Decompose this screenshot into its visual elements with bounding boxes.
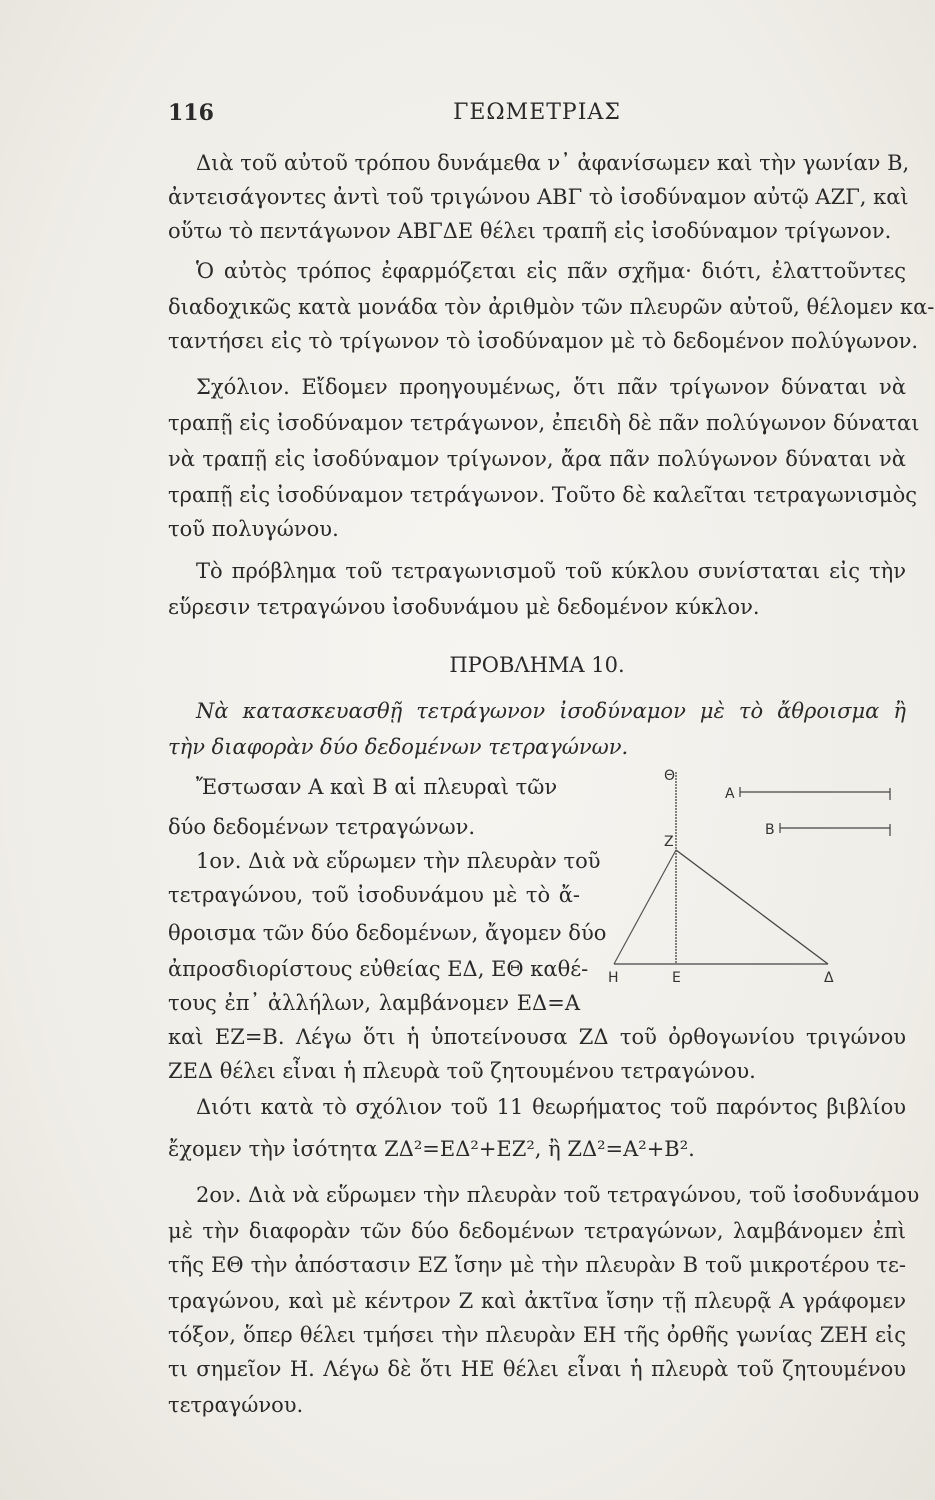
text-line: Διὰ τοῦ αὐτοῦ τρόπου δυνάμεθα ν᾿ ἀφανίσωμεν καὶ τὴν γωνίαν Β, (196, 151, 910, 175)
text-line: τόξον, ὅπερ θέλει τμήσει τὴν πλευρὰν ΕΗ τῆς ὀρθῆς γωνίας ΖΕΗ εἰς (168, 1323, 906, 1347)
text-line: ἀντεισάγοντες ἀντὶ τοῦ τριγώνου ΑΒΓ τὸ ἰσοδύναμον αὐτῷ ΑΖΓ, καὶ (168, 185, 909, 209)
label-z: Ζ (664, 834, 674, 850)
text-line: Τὸ πρόβλημα τοῦ τετραγωνισμοῦ τοῦ κύκλου συνίσταται εἰς τὴν (196, 559, 906, 583)
page-number: 116 (168, 100, 214, 126)
label-h: Η (608, 970, 619, 986)
text-line: ΖΕΔ θέλει εἶναι ἡ πλευρὰ τοῦ ζητουμένου τετραγώνου. (168, 1059, 756, 1083)
text-line: ταντήσει εἰς τὸ τρίγωνον τὸ ἰσοδύναμον μὲ τὸ δεδομένον πολύγωνον. (168, 329, 919, 353)
equation-line: ἔχομεν τὴν ἰσότητα ZΔ²=EΔ²+EZ², ἢ ZΔ²=A²+B². (168, 1137, 695, 1161)
text-line: νὰ τραπῇ εἰς ἰσοδύναμον τρίγωνον, ἄρα πᾶν πολύγωνον δύναται νὰ (168, 447, 906, 471)
text-line: τραπῇ εἰς ἰσοδύναμον τετράγωνον. Τοῦτο δὲ καλεῖται τετραγωνισμὸς (168, 483, 917, 507)
text-line: τους ἐπ᾿ ἀλλήλων, λαμβάνομεν ΕΔ=Α (168, 991, 580, 1015)
text-line: τοῦ πολυγώνου. (168, 517, 339, 541)
label-e: Ε (672, 970, 681, 986)
text-line: Σχόλιον. Εἴδομεν προηγουμένως, ὅτι πᾶν τρίγωνον δύναται νὰ (196, 375, 906, 399)
text-line: Διότι κατὰ τὸ σχόλιον τοῦ 11 θεωρήματος τοῦ παρόντος βιβλίου (196, 1095, 906, 1119)
problem-statement: τὴν διαφορὰν δύο δεδομένων τετραγώνων. (168, 735, 629, 759)
text-line: τι σημεῖον Η. Λέγω δὲ ὅτι ΗΕ θέλει εἶναι ἡ πλευρὰ τοῦ ζητουμένου (168, 1357, 906, 1381)
geometry-diagram (600, 766, 906, 988)
label-theta: Θ (664, 768, 676, 784)
text-line: 1ον. Διὰ νὰ εὕρωμεν τὴν πλευρὰν τοῦ (196, 849, 601, 873)
problem-heading: ΠΡΟΒΛΗΜΑ 10. (449, 653, 625, 677)
label-b: Β (765, 822, 775, 838)
text-line: μὲ τὴν διαφορὰν τῶν δύο δεδομένων τετραγώνων, λαμβάνομεν ἐπὶ (168, 1219, 906, 1243)
text-line: τετραγώνου. (168, 1393, 304, 1417)
text-line: Ἔστωσαν Α καὶ Β αἱ πλευραὶ τῶν (196, 775, 558, 799)
text-line: ἀπροσδιορίστους εὐθείας ΕΔ, ΕΘ καθέ- (168, 957, 589, 981)
text-line: διαδοχικῶς κατὰ μονάδα τὸν ἀριθμὸν τῶν πλευρῶν αὐτοῦ, θέλομεν κα- (168, 295, 935, 319)
page-header (168, 100, 906, 136)
text-line: θροισμα τῶν δύο δεδομένων, ἄγομεν δύο (168, 921, 607, 945)
text-line: οὕτω τὸ πεντάγωνον ΑΒΓΔΕ θέλει τραπῆ εἰς ἰσοδύναμον τρίγωνον. (168, 219, 892, 243)
label-a: Α (725, 786, 735, 802)
text-line: εὕρεσιν τετραγώνου ἰσοδυνάμου μὲ δεδομένον κύκλον. (168, 595, 760, 619)
text-line: τραπῇ εἰς ἰσοδύναμον τετράγωνον, ἐπειδὴ δὲ πᾶν πολύγωνον δύναται (168, 411, 920, 435)
diagram-svg (600, 766, 906, 988)
hypotenuse-z-delta (676, 850, 828, 964)
label-delta: Δ (824, 970, 834, 986)
text-line: τῆς ΕΘ τὴν ἀπόστασιν ΕΖ ἴσην μὲ τὴν πλευρὰν Β τοῦ μικροτέρου τε- (168, 1253, 906, 1277)
text-line: τετραγώνου, τοῦ ἰσοδυνάμου μὲ τὸ ἄ- (168, 883, 580, 907)
text-line: δύο δεδομένων τετραγώνων. (168, 815, 476, 839)
text-line: τραγώνου, καὶ μὲ κέντρον Ζ καὶ ἀκτῖνα ἴσην τῇ πλευρᾷ Α γράφομεν (168, 1289, 906, 1313)
text-line: Ὁ αὐτὸς τρόπος ἐφαρμόζεται εἰς πᾶν σχῆμα· διότι, ἐλαττοῦντες (196, 259, 906, 283)
text-line: 2ον. Διὰ νὰ εὕρωμεν τὴν πλευρὰν τοῦ τετραγώνου, τοῦ ἰσοδυνάμου (196, 1183, 920, 1207)
text-line: καὶ ΕΖ=Β. Λέγω ὅτι ἡ ὑποτείνουσα ΖΔ τοῦ ὀρθογωνίου τριγώνου (168, 1025, 906, 1049)
line-z-h (614, 850, 676, 964)
problem-statement: Νὰ κατασκευασθῇ τετράγωνον ἰσοδύναμον μὲ τὸ ἄθροισμα ἢ (196, 699, 906, 723)
running-title: ΓΕΩΜΕΤΡΙΑΣ (453, 100, 621, 125)
